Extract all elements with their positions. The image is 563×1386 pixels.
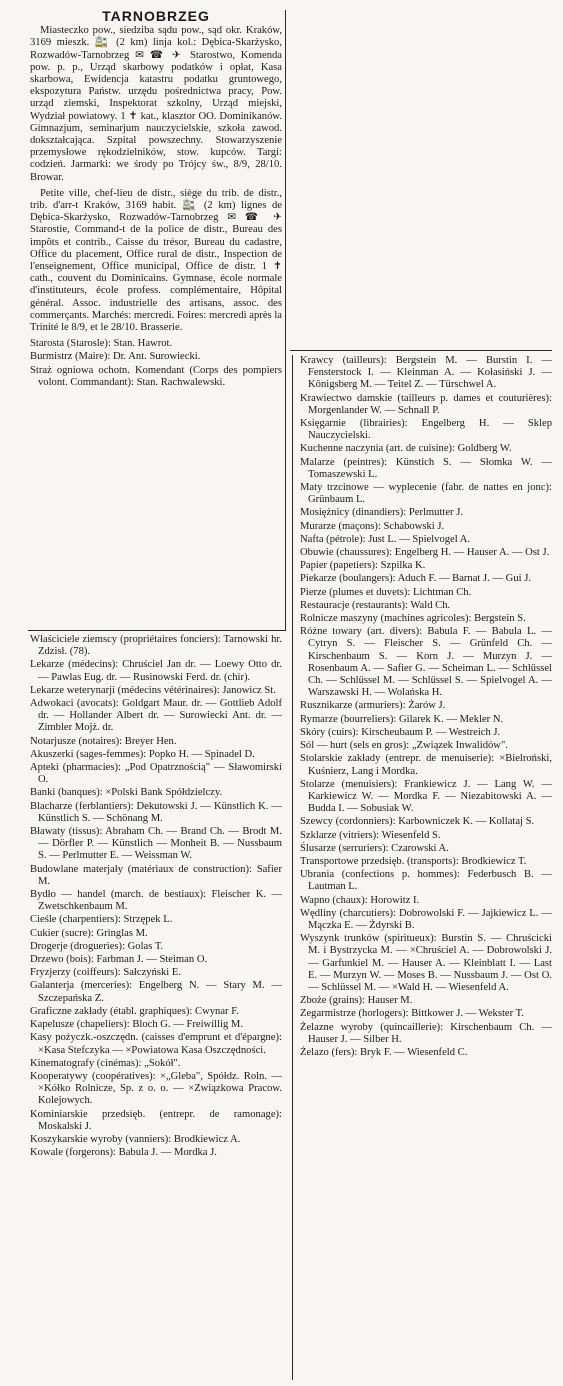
trade-entry: Ubrania (confections p. hommes): Federbusch B. — Lautman L. — [300, 869, 552, 893]
trade-entry: Blacharze (ferblantiers): Dekutowski J. — Künstlich K. — Künstlich S. — Schönang M. — [30, 800, 282, 824]
trade-entry: Sól — hurt (sels en gros): „Związek Inwalidów". — [300, 740, 508, 752]
trade-entry: Malarze (peintres): Künstich S. — Słomka W. — Tomaszewski L. — [300, 456, 552, 480]
trade-entry: Koszykarskie wyroby (vanniers): Brodkiewicz A. — [30, 1133, 241, 1145]
trade-entry: Zegarmistrze (horlogers): Bittkower J. — Wekster T. — [300, 1008, 524, 1020]
trade-entry: Restauracje (restaurants): Wald Ch. — [300, 599, 451, 611]
town-intro-column — [30, 10, 282, 390]
trade-entry: Obuwie (chaussures): Engelberg H. — Hauser A. — Ost J. — [300, 547, 550, 559]
trade-entry: Graficzne zakłady (établ. graphiques): Cwynar F. — [30, 1005, 239, 1017]
trade-entry: Bławaty (tissus): Abraham Ch. — Brand Ch. — Brodt M. — Dörfler P. — Künstlich — Monheit B. — Nussbaum S. — Perlmutter E. — Weissman W. — [30, 826, 282, 862]
right-section-top-rule — [290, 350, 552, 351]
trade-entry: Kowale (forgerons): Babula J. — Mordka J. — [30, 1147, 217, 1159]
trade-entry: Rusznikarze (armuriers): Żarów J. — [300, 700, 446, 712]
trade-entry: Murarze (maçons): Schabowski J. — [300, 520, 445, 532]
trade-entry: Piekarze (boulangers): Aduch F. — Barnat J. — Gui J. — [300, 573, 531, 585]
trade-entry: Fryzjerzy (coiffeurs): Sałczyński E. — [30, 967, 182, 979]
page-title: TARNOBRZEG — [102, 8, 210, 24]
trade-entry: Lekarze (médecins): Chruściel Jan dr. — Loewy Otto dr. — Pawlas Eug. dr. — Rusinowski Ferd. dr. (chir). — [30, 659, 282, 683]
trade-entry: Kominiarskie przedsięb. (entrepr. de ramonage): Moskalski J. — [30, 1108, 282, 1132]
trade-entry: Papier (papetiers): Szpilka K. — [300, 560, 426, 572]
trade-entry: Kinematografy (cinémas): „Sokół". — [30, 1057, 181, 1069]
trade-entry: Stolarskie zakłady (entrepr. de menuiserie): ×Bielroński, Kuśnierz, Lang i Mordka. — [300, 753, 552, 777]
trade-entry: Rolnicze maszyny (machines agricoles): Bergstein S. — [300, 613, 526, 625]
trade-entry: Budowlane materjały (matériaux de construction): Safier M. — [30, 863, 282, 887]
official-burmistrz: Burmistrz (Maire): Dr. Ant. Surowiecki. — [30, 351, 201, 363]
trade-entry: Właściciele ziemscy (propriétaires fonciers): Tarnowski hr. Zdzisł. (78). — [30, 634, 282, 658]
trade-entry: Bydło — handel (march. de bestiaux): Fleischer K. — Zwetschkenbaum M. — [30, 889, 282, 913]
trade-entry: Lekarze weterynarji (médecins vétérinaires): Janowicz St. — [30, 684, 276, 696]
trade-entry: Wyszynk trunków (spiritueux): Burstin S. — Chruścicki M. i Bystrzycka M. — ×Chruściel A. — Dobrowolski J. — Garfunkiel M. — Hauser A. — Kleinblatt I. — Last E. — Murzyn W. — Moses B. — Nussbaum J. — Ost O. — Schlüssel M. — ×Wald H. — Wiesenfeld A. — [300, 933, 552, 993]
trade-entry: Skóry (cuirs): Kirscheubaum P. — Westreich J. — [300, 726, 501, 738]
trade-entry: Kasy pożyczk.-oszczędn. (caisses d'emprunt et d'épargne): ×Kasa Stefczyka — ×Powiatowa Kasa Oszczędności. — [30, 1032, 282, 1056]
trade-entry: Żelazo (fers): Bryk F. — Wiesenfeld C. — [300, 1046, 468, 1058]
trade-entry: Wędliny (charcutiers): Dobrowolski F. — Jajkiewicz L. — Mączka E. — Żdyrski B. — [300, 907, 552, 931]
trade-entry: Ślusarze (serruriers): Czarowski A. — [300, 842, 449, 854]
trade-entry: Pierze (plumes et duvets): Lichtman Ch. — [300, 586, 472, 598]
trade-entry: Cieśle (charpentiers): Strzępek L. — [30, 914, 173, 926]
trade-entry: Transportowe przedsięb. (transports): Brodkiewicz T. — [300, 855, 527, 867]
trade-entry: Różne towary (art. divers): Babula F. — Babula L. — Cytryn S. — Fleischer S. — Grünfeld Ch. — Kirschenbaum S. — Korn J. — Murzyn J. — Rosenbaum A. — Safier G. — Scheiman L. — Schlüssel Ch. — Schlüssel M. — Schlüssel S. — Spielvogel A. — Warszawski H. — Wolańska H. — [300, 626, 552, 699]
trade-entry: Galanterja (merceries): Engelberg N. — Stary M. — Szczepańska Z. — [30, 980, 282, 1004]
trade-entry: Nafta (pétrole): Just L. — Spielvogel A. — [300, 533, 471, 545]
trade-entry: Rymarze (bourreliers): Gilarek K. — Mekler N. — [300, 713, 504, 725]
trade-entry: Apteki (pharmacies): „Pod Opatrznością" — Sławomirski O. — [30, 762, 282, 786]
trade-entry: Kuchenne naczynia (art. de cuisine): Goldberg W. — [300, 443, 512, 455]
right-trades-list — [300, 355, 552, 1060]
trade-entry: Wapno (chaux): Horowitz I. — [300, 894, 420, 906]
trade-entry: Mosiężnicy (dinandiers): Perlmutter J. — [300, 507, 463, 519]
trade-entry: Szewcy (cordonniers): Karbowniczek K. — Kollataj S. — [300, 816, 535, 828]
trade-entry: Stolarze (menuisiers): Frankiewicz J. — Lang W. — Karkiewicz W. — Mordka F. — Niezabitowski A. — Budda I. — Sobusiak W. — [300, 778, 552, 815]
trade-entry: Notarjusze (notaires): Breyer Hen. — [30, 735, 177, 747]
trade-entry: Krawcy (tailleurs): Bergstein M. — Burstin I. — Fensterstock I. — Kleinman A. — Kołasiński J. — Königsberg M. — Teitel Z. — Türschwel A. — [300, 355, 552, 391]
intro-polish: Miasteczko pow., siedziba sądu pow., sąd okr. Kraków, 3169 mieszk. 🚉 (2 km) linja kol.: Dębica-Skarżysko, Rozwadów-Tarnobrzeg ✉ ☎ ✈ Starostwo, Komenda pow. p. p., Urząd skarbowy podatków i opłat, Kasa skarbowa, Ewidencja katastru podatku gruntowego, ekspozytura Państw. urzędu pośrednictwa pracy, Pow. urząd ziemski, Inspektorat szkolny, Urząd miejski, Wydział powiatowy. 1 ✝ kat., klasztor OO. Dominikanów. Gimnazjum, seminarjum nauczycielskie, szkoła zawod. dokształcająca. Szpital powszechny. Stowarzyszenie przemysłowe rękodzielników, stow. kupców. Targi: codzień. Jarmarki: we środy po Trójcy św., 8/9, 28/10. Browar. — [30, 25, 282, 183]
trade-entry: Księgarnie (librairies): Engelberg H. — Sklep Nauczycielski. — [300, 418, 552, 442]
trade-entry: Cukier (sucre): Gringlas M. — [30, 927, 148, 939]
trade-entry: Zboże (grains): Hauser M. — [300, 995, 413, 1007]
trade-entry: Drogerje (drogueries): Golas T. — [30, 940, 164, 952]
section-divider — [28, 630, 286, 631]
trade-entry: Maty trzcinowe — wyplecenie (fabr. de nattes en jonc): Grünbaum L. — [300, 482, 552, 506]
trade-entry: Drzewo (bois): Farbman J. — Steiman O. — [30, 954, 208, 966]
trade-entry: Adwokaci (avocats): Goldgart Maur. dr. — Gottlieb Adolf dr. — Hollander Albert dr. — Surowiecki Ant. dr. — Zimbler Mojż. dr. — [30, 698, 282, 734]
trade-entry: Kooperatywy (coopératives): ×„Gleba", Spółdz. Roln. — ×Kółko Rolnicze, Sp. z o. o. — ×Związkowa Pracow. Kolejowych. — [30, 1070, 282, 1107]
trade-entry: Szklarze (vitriers): Wiesenfeld S. — [300, 829, 441, 841]
trade-entry: Banki (banques): ×Polski Bank Spółdzielczy. — [30, 787, 223, 799]
trade-entry: Akuszerki (sages-femmes): Popko H. — Spinadel D. — [30, 748, 255, 760]
column-divider-bottom — [292, 355, 293, 1380]
trade-entry: Żelazne wyroby (quincaillerie): Kirschenbaum Ch. — Hauser J. — Silber H. — [300, 1021, 552, 1045]
official-fire-brigade: Straż ogniowa ochotn. Komendant (Corps des pompiers volont. Commandant): Stan. Rachwalewski. — [30, 364, 282, 388]
left-trades-list — [30, 634, 282, 1160]
trade-entry: Kapelusze (chapeliers): Bloch G. — Freiwillig M. — [30, 1019, 243, 1031]
official-starosta: Starosta (Starosle): Stan. Hawrot. — [30, 338, 173, 350]
column-divider-top — [285, 10, 286, 630]
intro-french: Petite ville, chef-lieu de distr., siège du trib. de distr., trib. d'arr-t Kraków, 3169 habit. 🚉 (2 km) lignes de Dębica-Skarżysko, Rozwadów-Tarnobrzeg ✉ ☎ ✈ Starostie, Command-t de la police de distr., Bureau des impôts et contrib., Caisse du trésor, Bureau du cadastre, Office du placement, Office rural de distr., Inspection de l'enseignement, Office municipal, Office de distr. 1 ✝ cath., couvent du Dominicains. Gymnase, école normale d'instituteurs, école profess. complémentaire, Hôpital général. Assoc. industrielle des artisans, assoc. des commerçants. Marchés: mercredi. Foires: mercredi après la Trinité le 8/9, et le 28/10. Brasserie. — [30, 187, 282, 334]
trade-entry: Krawiectwo damskie (tailleurs p. dames et couturières): Morgenlander W. — Schnall P. — [300, 392, 552, 416]
